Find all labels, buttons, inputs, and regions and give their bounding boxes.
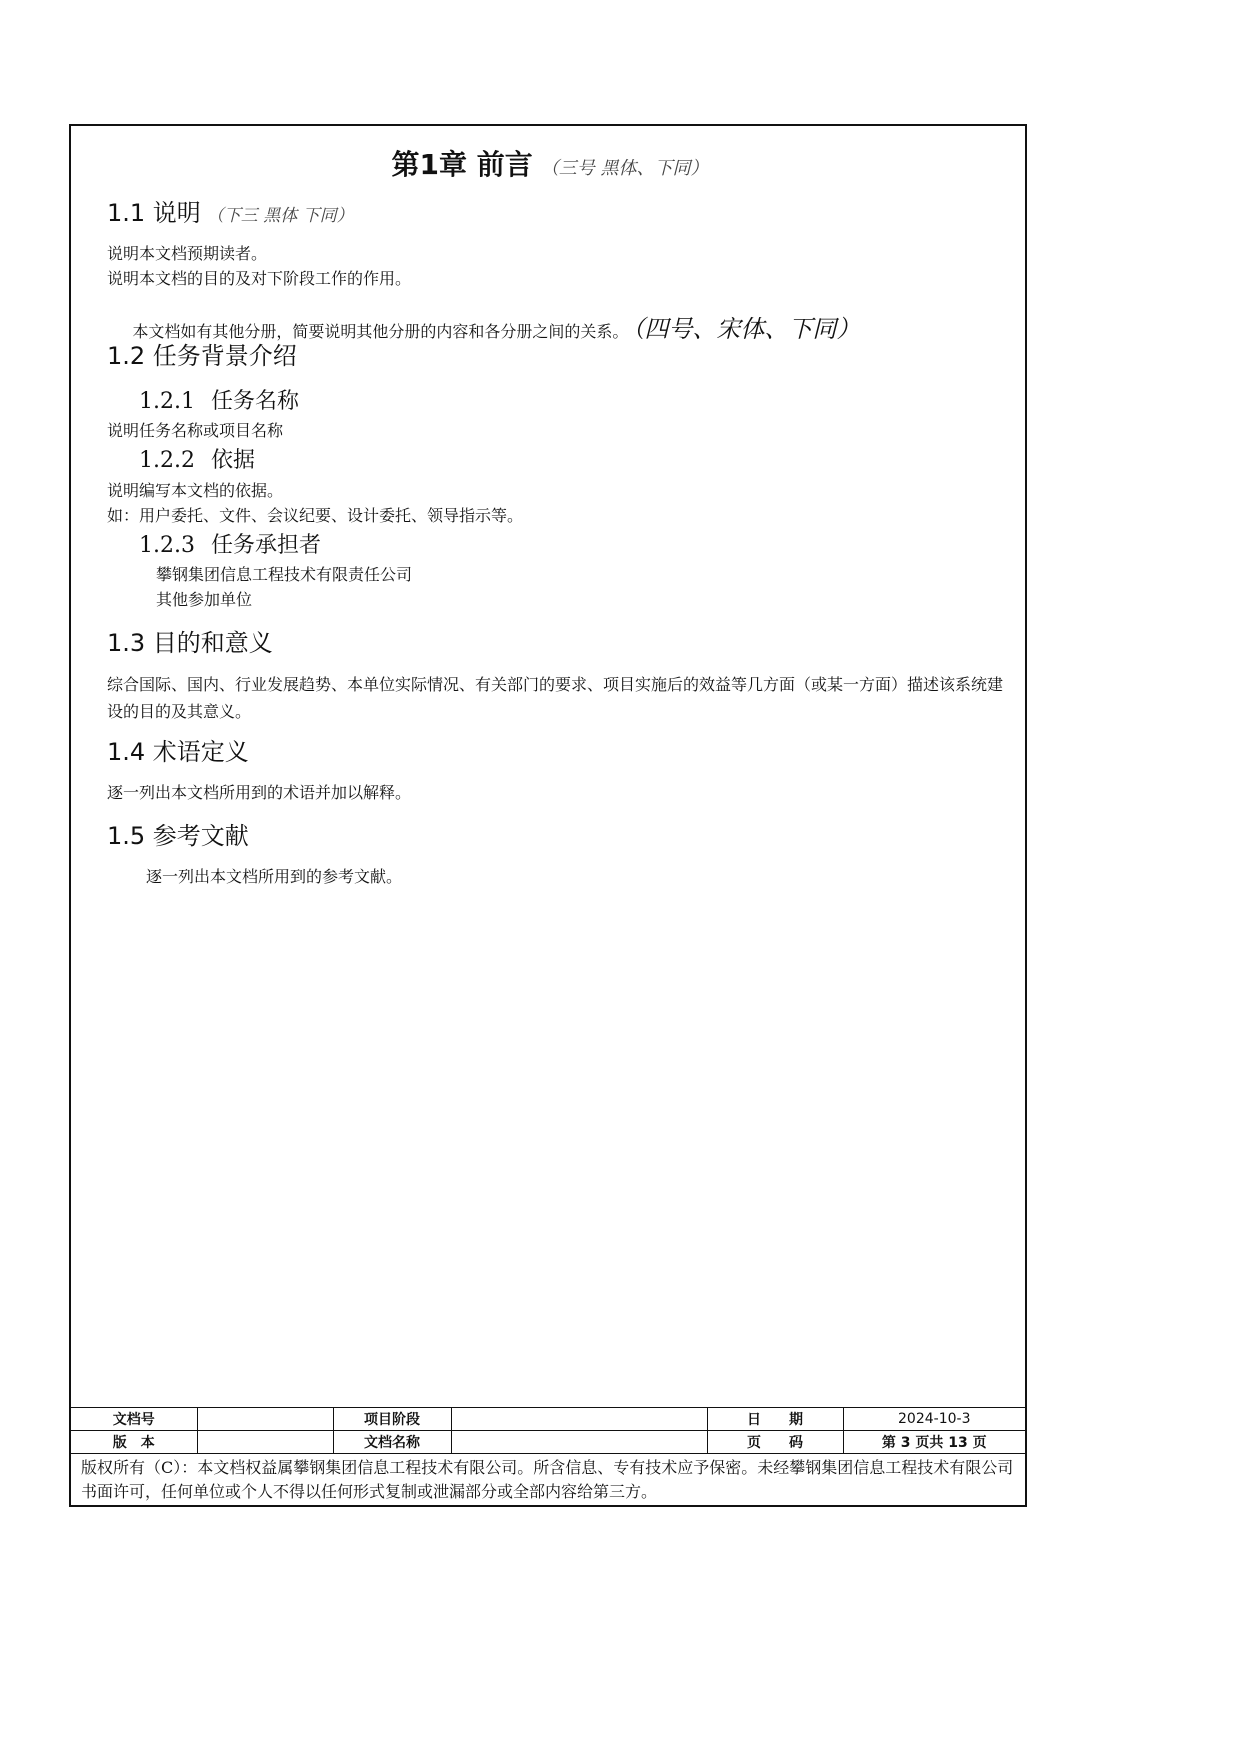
info-row-2 [71,1431,1025,1454]
info-row-1 [71,1408,1025,1431]
chapter-title [71,148,1029,186]
doc-name-label: 文档名称 [333,1431,451,1454]
section-1-1-format-note: （下三 黑体 下同） [206,206,354,226]
page-frame [69,124,1027,1507]
date-value: 2024-10-3 [843,1408,1025,1431]
section-1-3-text: 综合国际、国内、行业发展趋势、本单位实际情况、有关部门的要求、项目实施后的效益等几方面（或某一方面）描述该系统建设的目的及其意义。 [107,675,1004,721]
section-1-4-text: 逐一列出本文档所用到的术语并加以解释。 [107,783,412,802]
section-1-2-2-heading [139,447,255,475]
section-1-2-3-title: 任务承担者 [210,533,321,558]
doc-no-label: 文档号 [71,1408,197,1431]
section-1-2-1-number: 1.2.1 [139,389,195,414]
section-1-2-heading: 1.2 任务背景介绍 [107,342,297,370]
section-1-2-3-number: 1.2.3 [139,533,195,558]
section-1-2-1-title: 任务名称 [210,389,299,414]
section-1-2-3-line-2: 其他参加单位 [156,590,253,609]
section-1-1-line-1: 说明本文档预期读者。 [107,244,268,263]
chapter-format-note: （三号 黑体、下同） [540,158,709,179]
version-value [197,1431,333,1454]
section-1-2-2-line-1: 说明编写本文档的依据。 [107,481,284,500]
section-1-2-1-text: 说明任务名称或项目名称 [107,421,284,440]
section-1-1-heading [107,198,354,231]
doc-no-value [197,1408,333,1431]
section-1-5-text: 逐一列出本文档所用到的参考文献。 [146,867,403,886]
section-1-1-line-3-text: 本文档如有其他分册，简要说明其他分册的内容和各分册之间的关系。 [127,322,629,341]
copyright-notice: 版权所有（C）：本文档权益属攀钢集团信息工程技术有限公司。所含信息、专有技术应予保密。未经攀钢集团信息工程技术有限公司书面许可，任何单位或个人不得以任何形式复制或泄漏部分或全部内容给第三方。 [81,1458,1014,1501]
document-info-table [71,1407,1025,1454]
section-1-5-heading: 1.5 参考文献 [107,822,249,850]
section-1-1-line-2: 说明本文档的目的及对下阶段工作的作用。 [107,269,412,288]
page-label: 页 码 [707,1431,843,1454]
chapter-title-text: 第1章 前言 [391,148,533,181]
section-1-2-3-line-1: 攀钢集团信息工程技术有限责任公司 [156,565,413,584]
doc-name-value [451,1431,707,1454]
section-1-2-2-number: 1.2.2 [139,448,195,473]
section-1-1-title: 1.1 说明 [107,199,201,227]
version-label: 版 本 [71,1431,197,1454]
section-1-2-3-heading [139,532,321,560]
section-1-2-1-heading [139,388,299,416]
phase-value [451,1408,707,1431]
section-1-4-heading: 1.4 术语定义 [107,738,249,766]
date-label: 日 期 [707,1408,843,1431]
page-number: 第 3 页共 13 页 [843,1431,1025,1454]
section-1-2-2-line-2: 如：用户委托、文件、会议纪要、设计委托、领导指示等。 [107,506,524,525]
section-1-2-2-title: 依据 [210,448,255,473]
body-format-note: （四号、宋体、下同） [632,315,861,343]
section-1-3-heading: 1.3 目的和意义 [107,629,273,657]
phase-label: 项目阶段 [333,1408,451,1431]
